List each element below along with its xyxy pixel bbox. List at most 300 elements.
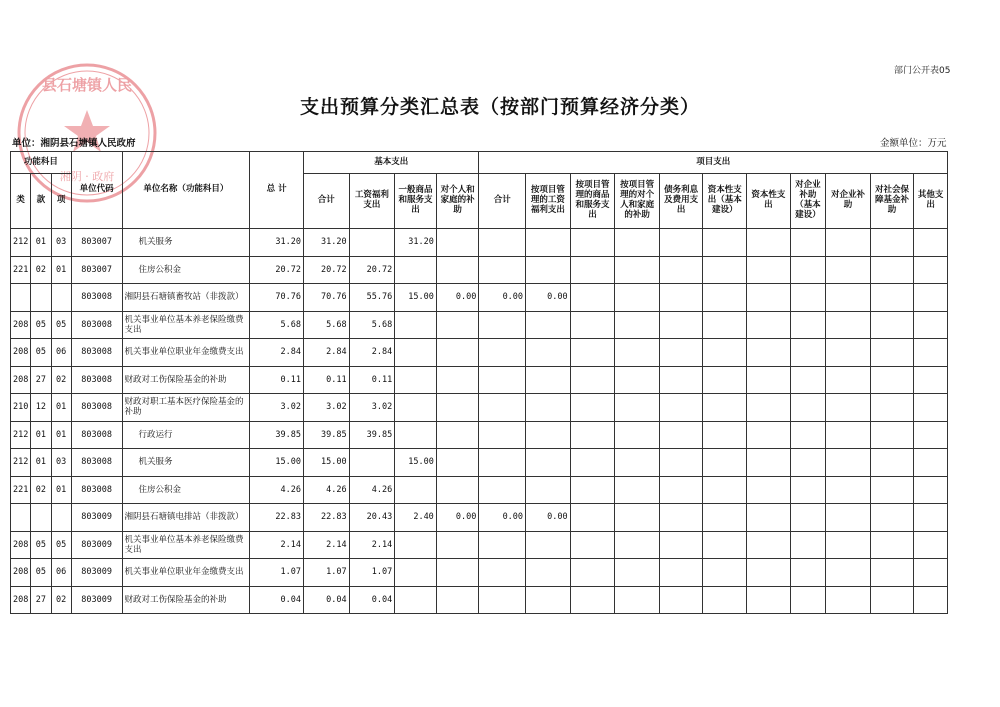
header-basic-goods: 一般商品和服务支出 (395, 174, 437, 229)
cell-project-empty (790, 531, 825, 559)
cell-basic-goods: 31.20 (395, 229, 437, 257)
cell-kuan: 01 (31, 421, 51, 449)
cell-project-empty (826, 394, 871, 422)
cell-basic-total: 0.04 (304, 586, 350, 614)
header-xiang: 项 (51, 174, 71, 229)
svg-text:湘阴 · 政府: 湘阴 · 政府 (59, 170, 115, 183)
cell-project-empty (790, 559, 825, 587)
cell-project-empty (659, 449, 703, 477)
cell-project-wages: 0.00 (526, 284, 571, 312)
cell-project-empty (659, 559, 703, 587)
cell-project-wages (526, 366, 571, 394)
cell-basic-total: 1.07 (304, 559, 350, 587)
cell-project-empty (870, 476, 914, 504)
cell-project-empty (570, 504, 615, 532)
cell-total: 15.00 (250, 449, 304, 477)
cell-project-empty (870, 284, 914, 312)
cell-project-empty (870, 504, 914, 532)
cell-project-empty (747, 586, 791, 614)
cell-project-empty (870, 229, 914, 257)
cell-kuan: 27 (31, 366, 51, 394)
cell-unit-code: 803008 (71, 366, 122, 394)
cell-project-empty (870, 311, 914, 339)
cell-unit-name: 机关事业单位基本养老保险缴费支出 (122, 531, 250, 559)
cell-project-empty (914, 339, 948, 367)
cell-xiang: 01 (51, 394, 71, 422)
cell-project-wages (526, 559, 571, 587)
header-unit-name: 单位名称（功能科目） (122, 152, 250, 229)
cell-project-empty (826, 339, 871, 367)
cell-basic-wages: 1.07 (349, 559, 395, 587)
cell-unit-code: 803009 (71, 504, 122, 532)
header-basic-wages: 工资福利支出 (349, 174, 395, 229)
cell-project-wages (526, 449, 571, 477)
cell-project-empty (914, 559, 948, 587)
reporting-unit-label: 单位：湘阴县石塘镇人民政府 (12, 138, 136, 149)
cell-basic-total: 2.14 (304, 531, 350, 559)
cell-project-empty (659, 531, 703, 559)
cell-project-empty (703, 476, 747, 504)
cell-project-empty (615, 559, 660, 587)
cell-project-empty (570, 449, 615, 477)
cell-unit-code: 803008 (71, 339, 122, 367)
cell-project-empty (570, 339, 615, 367)
cell-project-empty (747, 339, 791, 367)
cell-lei: 212 (11, 421, 31, 449)
cell-basic-wages: 0.04 (349, 586, 395, 614)
cell-unit-code: 803007 (71, 256, 122, 284)
cell-project-total (479, 394, 526, 422)
cell-project-empty (747, 421, 791, 449)
cell-project-empty (747, 256, 791, 284)
cell-project-empty (870, 531, 914, 559)
cell-kuan: 12 (31, 394, 51, 422)
header-social-security-subsidy: 对社会保障基金补助 (870, 174, 914, 229)
cell-project-empty (826, 559, 871, 587)
cell-xiang: 01 (51, 421, 71, 449)
table-row (11, 394, 948, 422)
cell-basic-goods (395, 311, 437, 339)
cell-xiang: 02 (51, 586, 71, 614)
cell-basic-total: 3.02 (304, 394, 350, 422)
cell-project-empty (659, 476, 703, 504)
table-row (11, 531, 948, 559)
cell-project-empty (615, 366, 660, 394)
cell-unit-name: 财政对工伤保险基金的补助 (122, 366, 250, 394)
cell-project-total (479, 449, 526, 477)
cell-project-empty (747, 449, 791, 477)
cell-project-empty (747, 229, 791, 257)
cell-project-total (479, 229, 526, 257)
cell-lei (11, 504, 31, 532)
header-project-expenditure: 项目支出 (479, 152, 948, 174)
cell-unit-name: 湘阴县石塘镇电排站（非拨款） (122, 504, 250, 532)
svg-text:县石塘镇人民: 县石塘镇人民 (41, 76, 133, 94)
cell-unit-code: 803007 (71, 229, 122, 257)
cell-basic-goods (395, 476, 437, 504)
cell-project-empty (703, 256, 747, 284)
cell-basic-personal (436, 229, 479, 257)
table-row (11, 256, 948, 284)
table-row (11, 366, 948, 394)
cell-kuan (31, 504, 51, 532)
cell-total: 22.83 (250, 504, 304, 532)
cell-unit-code: 803008 (71, 476, 122, 504)
cell-project-empty (826, 504, 871, 532)
cell-project-wages (526, 394, 571, 422)
cell-total: 20.72 (250, 256, 304, 284)
cell-basic-goods: 2.40 (395, 504, 437, 532)
header-unit-code: 单位代码 (71, 152, 122, 229)
cell-lei (11, 284, 31, 312)
cell-project-empty (570, 256, 615, 284)
cell-project-total (479, 559, 526, 587)
cell-project-total: 0.00 (479, 284, 526, 312)
cell-lei: 208 (11, 339, 31, 367)
cell-basic-personal (436, 311, 479, 339)
cell-project-empty (790, 449, 825, 477)
cell-project-wages (526, 311, 571, 339)
cell-unit-code: 803009 (71, 531, 122, 559)
cell-lei: 208 (11, 559, 31, 587)
table-row (11, 476, 948, 504)
cell-basic-total: 22.83 (304, 504, 350, 532)
cell-basic-total: 0.11 (304, 366, 350, 394)
cell-project-empty (914, 476, 948, 504)
cell-lei: 208 (11, 311, 31, 339)
cell-project-empty (914, 229, 948, 257)
cell-project-empty (790, 476, 825, 504)
cell-basic-wages: 2.14 (349, 531, 395, 559)
cell-basic-wages (349, 229, 395, 257)
cell-unit-code: 803009 (71, 586, 122, 614)
cell-project-empty (703, 586, 747, 614)
cell-xiang (51, 504, 71, 532)
cell-total: 2.84 (250, 339, 304, 367)
table-row (11, 311, 948, 339)
cell-project-empty (615, 476, 660, 504)
cell-project-empty (615, 229, 660, 257)
cell-kuan (31, 284, 51, 312)
cell-unit-code: 803008 (71, 421, 122, 449)
cell-project-wages (526, 421, 571, 449)
table-row (11, 559, 948, 587)
header-kuan: 款 (31, 174, 51, 229)
cell-project-empty (826, 449, 871, 477)
cell-basic-total: 39.85 (304, 421, 350, 449)
cell-basic-personal (436, 586, 479, 614)
header-basic-total: 合计 (304, 174, 350, 229)
cell-lei: 212 (11, 449, 31, 477)
cell-project-empty (659, 229, 703, 257)
cell-basic-total: 70.76 (304, 284, 350, 312)
page-title: 支出预算分类汇总表（按部门预算经济分类） (299, 96, 700, 118)
cell-basic-goods: 15.00 (395, 284, 437, 312)
header-capital: 资本性支出 (747, 174, 791, 229)
cell-basic-personal (436, 339, 479, 367)
cell-project-empty (790, 256, 825, 284)
cell-unit-code: 803008 (71, 311, 122, 339)
cell-unit-code: 803008 (71, 284, 122, 312)
cell-basic-personal (436, 476, 479, 504)
cell-basic-wages: 2.84 (349, 339, 395, 367)
cell-project-empty (747, 284, 791, 312)
cell-basic-personal (436, 421, 479, 449)
cell-total: 3.02 (250, 394, 304, 422)
cell-project-empty (703, 531, 747, 559)
cell-project-total (479, 366, 526, 394)
cell-project-wages (526, 339, 571, 367)
cell-project-empty (870, 421, 914, 449)
cell-project-empty (659, 394, 703, 422)
cell-unit-name: 机关服务 (122, 229, 250, 257)
cell-basic-personal (436, 449, 479, 477)
cell-project-empty (870, 559, 914, 587)
cell-xiang: 05 (51, 531, 71, 559)
cell-kuan: 01 (31, 229, 51, 257)
header-enterprise-subsidy: 对企业补助 (826, 174, 871, 229)
cell-project-empty (914, 421, 948, 449)
cell-basic-total: 4.26 (304, 476, 350, 504)
cell-basic-total: 2.84 (304, 339, 350, 367)
cell-project-wages (526, 586, 571, 614)
cell-project-empty (790, 339, 825, 367)
cell-kuan: 05 (31, 339, 51, 367)
cell-project-empty (790, 284, 825, 312)
cell-project-empty (790, 229, 825, 257)
cell-kuan: 02 (31, 476, 51, 504)
cell-project-empty (747, 366, 791, 394)
cell-xiang: 01 (51, 476, 71, 504)
cell-xiang: 02 (51, 366, 71, 394)
cell-project-wages (526, 256, 571, 284)
header-project-personal: 按项目管理的对个人和家庭的补助 (615, 174, 660, 229)
cell-project-empty (790, 311, 825, 339)
cell-unit-name: 财政对工伤保险基金的补助 (122, 586, 250, 614)
cell-project-empty (570, 311, 615, 339)
cell-project-empty (615, 531, 660, 559)
cell-basic-personal (436, 366, 479, 394)
cell-project-empty (703, 311, 747, 339)
cell-project-empty (703, 394, 747, 422)
header-other: 其他支出 (914, 174, 948, 229)
cell-lei: 210 (11, 394, 31, 422)
cell-basic-total: 15.00 (304, 449, 350, 477)
cell-basic-goods (395, 366, 437, 394)
cell-project-empty (826, 311, 871, 339)
cell-project-empty (790, 366, 825, 394)
cell-project-empty (914, 531, 948, 559)
cell-project-total (479, 476, 526, 504)
cell-project-empty (747, 476, 791, 504)
cell-project-empty (914, 256, 948, 284)
cell-project-empty (703, 449, 747, 477)
cell-total: 5.68 (250, 311, 304, 339)
cell-basic-goods: 15.00 (395, 449, 437, 477)
table-row (11, 421, 948, 449)
header-project-goods: 按项目管理的商品和服务支出 (570, 174, 615, 229)
table-row (11, 339, 948, 367)
cell-total: 2.14 (250, 531, 304, 559)
header-project-total: 合计 (479, 174, 526, 229)
cell-basic-total: 5.68 (304, 311, 350, 339)
header-capital-basic-construction: 资本性支出（基本建设） (703, 174, 747, 229)
cell-project-empty (914, 311, 948, 339)
cell-xiang: 05 (51, 311, 71, 339)
cell-project-empty (914, 449, 948, 477)
cell-lei: 208 (11, 586, 31, 614)
cell-basic-wages: 39.85 (349, 421, 395, 449)
cell-project-empty (615, 394, 660, 422)
cell-unit-name: 住房公积金 (122, 256, 250, 284)
cell-project-empty (570, 229, 615, 257)
cell-unit-code: 803009 (71, 559, 122, 587)
cell-project-total: 0.00 (479, 504, 526, 532)
cell-basic-personal (436, 256, 479, 284)
cell-project-empty (703, 504, 747, 532)
table-row (11, 504, 948, 532)
cell-total: 0.04 (250, 586, 304, 614)
cell-project-empty (570, 394, 615, 422)
cell-basic-goods (395, 339, 437, 367)
cell-unit-name: 财政对职工基本医疗保险基金的补助 (122, 394, 250, 422)
cell-lei: 212 (11, 229, 31, 257)
cell-total: 1.07 (250, 559, 304, 587)
cell-basic-personal: 0.00 (436, 284, 479, 312)
cell-basic-wages: 0.11 (349, 366, 395, 394)
cell-basic-wages: 3.02 (349, 394, 395, 422)
cell-project-wages (526, 229, 571, 257)
cell-project-wages (526, 531, 571, 559)
cell-project-empty (703, 559, 747, 587)
cell-kuan: 27 (31, 586, 51, 614)
cell-project-total (479, 586, 526, 614)
cell-project-total (479, 421, 526, 449)
cell-basic-goods (395, 586, 437, 614)
cell-kuan: 02 (31, 256, 51, 284)
cell-total: 39.85 (250, 421, 304, 449)
cell-basic-personal: 0.00 (436, 504, 479, 532)
cell-project-wages (526, 476, 571, 504)
cell-basic-goods (395, 256, 437, 284)
cell-basic-total: 31.20 (304, 229, 350, 257)
cell-basic-wages: 20.72 (349, 256, 395, 284)
cell-project-empty (826, 366, 871, 394)
cell-project-empty (914, 284, 948, 312)
cell-xiang: 06 (51, 339, 71, 367)
header-project-wages: 按项目管理的工资福利支出 (526, 174, 571, 229)
cell-kuan: 05 (31, 311, 51, 339)
cell-lei: 208 (11, 531, 31, 559)
cell-project-empty (615, 504, 660, 532)
cell-xiang: 03 (51, 229, 71, 257)
cell-project-empty (615, 449, 660, 477)
cell-project-empty (826, 476, 871, 504)
amount-unit-label: 金额单位：万元 (880, 138, 947, 149)
table-row (11, 586, 948, 614)
cell-lei: 208 (11, 366, 31, 394)
cell-project-empty (703, 284, 747, 312)
cell-project-empty (615, 311, 660, 339)
cell-project-total (479, 311, 526, 339)
cell-project-empty (826, 284, 871, 312)
cell-project-empty (570, 284, 615, 312)
cell-basic-wages: 4.26 (349, 476, 395, 504)
cell-project-empty (747, 394, 791, 422)
cell-project-empty (826, 421, 871, 449)
cell-project-empty (570, 586, 615, 614)
cell-basic-goods (395, 394, 437, 422)
cell-total: 4.26 (250, 476, 304, 504)
cell-project-empty (914, 586, 948, 614)
table-row (11, 284, 948, 312)
cell-project-empty (826, 229, 871, 257)
cell-project-empty (615, 421, 660, 449)
cell-project-empty (790, 394, 825, 422)
cell-unit-name: 湘阴县石塘镇畜牧站（非拨款） (122, 284, 250, 312)
cell-basic-wages: 20.43 (349, 504, 395, 532)
cell-basic-wages: 55.76 (349, 284, 395, 312)
cell-project-empty (615, 586, 660, 614)
cell-unit-code: 803008 (71, 449, 122, 477)
table-number-label: 部门公开表05 (894, 66, 951, 76)
cell-project-empty (659, 586, 703, 614)
cell-unit-name: 住房公积金 (122, 476, 250, 504)
cell-project-empty (790, 504, 825, 532)
cell-project-empty (659, 366, 703, 394)
cell-project-empty (659, 311, 703, 339)
header-lei: 类 (11, 174, 31, 229)
cell-basic-goods (395, 531, 437, 559)
cell-project-empty (659, 504, 703, 532)
cell-project-empty (826, 531, 871, 559)
cell-total: 70.76 (250, 284, 304, 312)
cell-project-empty (870, 449, 914, 477)
cell-project-wages: 0.00 (526, 504, 571, 532)
cell-kuan: 01 (31, 449, 51, 477)
cell-project-empty (747, 531, 791, 559)
cell-basic-personal (436, 394, 479, 422)
table-row (11, 229, 948, 257)
cell-project-empty (570, 366, 615, 394)
cell-project-total (479, 256, 526, 284)
cell-project-empty (703, 421, 747, 449)
cell-lei: 221 (11, 256, 31, 284)
cell-project-empty (870, 586, 914, 614)
cell-lei: 221 (11, 476, 31, 504)
cell-project-empty (570, 421, 615, 449)
cell-project-empty (870, 339, 914, 367)
cell-project-empty (615, 256, 660, 284)
cell-project-empty (826, 586, 871, 614)
cell-project-empty (570, 531, 615, 559)
cell-project-total (479, 531, 526, 559)
cell-basic-total: 20.72 (304, 256, 350, 284)
cell-xiang: 06 (51, 559, 71, 587)
cell-xiang: 03 (51, 449, 71, 477)
cell-project-empty (570, 476, 615, 504)
cell-basic-goods (395, 421, 437, 449)
cell-project-empty (570, 559, 615, 587)
cell-total: 0.11 (250, 366, 304, 394)
cell-unit-code: 803008 (71, 394, 122, 422)
cell-project-empty (703, 229, 747, 257)
cell-project-total (479, 339, 526, 367)
header-enterprise-subsidy-construction: 对企业补助（基本建设） (790, 174, 825, 229)
cell-project-empty (659, 256, 703, 284)
table-body (11, 229, 948, 614)
cell-project-empty (870, 366, 914, 394)
